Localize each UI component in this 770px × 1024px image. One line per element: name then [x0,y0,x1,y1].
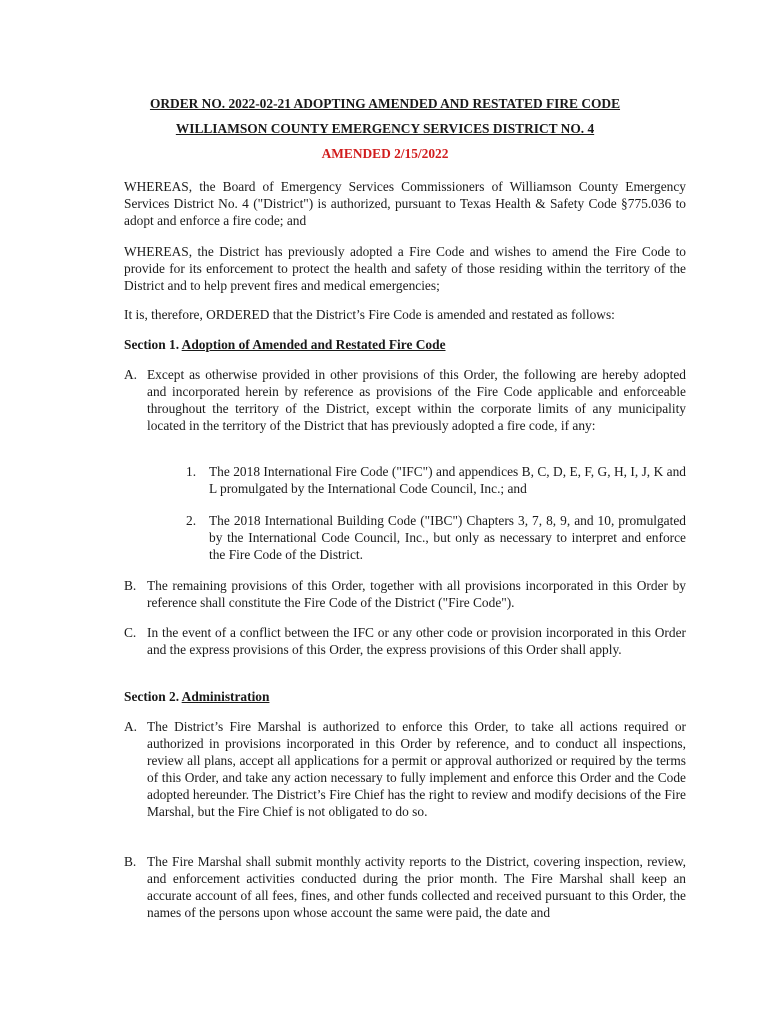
section-1-item-c [124,624,686,658]
item-text: Except as otherwise provided in other provisions of this Order, the following are hereby adopted and incorporated herein by reference as provisions of the Fire Code applicable and enforceable throughout the territory of the District, except within the corporate limits of any municipality located in the territory of the District that has previously adopted a fire code, if any: [147,367,686,433]
section-1-title: Adoption of Amended and Restated Fire Code [181,337,446,352]
item-label: C. [124,625,137,640]
subitem-label: 1. [186,464,197,479]
district-title: WILLIAMSON COUNTY EMERGENCY SERVICES DISTRICT NO. 4 [175,121,595,136]
section-1-item-a [124,366,686,434]
subitem-label: 2. [186,513,197,528]
item-label: A. [124,719,138,734]
section-2-title: Administration [181,689,270,704]
ordered-paragraph: It is, therefore, ORDERED that the District’s Fire Code is amended and restated as follows: [124,307,615,322]
item-text: In the event of a conflict between the IFC or any other code or provision incorporated in this Order and the express provisions of this Order, the express provisions of this Order shall apply. [147,625,686,657]
section-1-heading [124,336,446,353]
item-label: B. [124,854,137,869]
whereas-paragraph-2: WHEREAS, the District has previously adopted a Fire Code and wishes to amend the Fire Code to provide for its enforcement to protect the health and safety of those residing within the territory of the District and to help prevent fires and medical emergencies; [124,244,686,293]
subitem-text: The 2018 International Fire Code ("IFC") and appendices B, C, D, E, F, G, H, I, J, K and L promulgated by the International Code Council, Inc.; and [209,464,686,496]
whereas-paragraph-1: WHEREAS, the Board of Emergency Services Commissioners of Williamson County Emergency Services District No. 4 ("District") is authorized, pursuant to Texas Health & Safety Code §775.036 to adopt and enforce a fire code; and [124,179,686,228]
section-2-item-a [124,718,686,820]
section-2-heading [124,688,269,705]
section-1-subitem-2 [186,512,686,563]
section-1-subitem-1 [186,463,686,497]
section-1-item-b [124,577,686,611]
subitem-text: The 2018 International Building Code ("IBC") Chapters 3, 7, 8, 9, and 10, promulgated by the International Code Council, Inc., but only as necessary to interpret and enforce the Fire Code of the District. [209,513,686,562]
item-label: A. [124,367,138,382]
amended-date: AMENDED 2/15/2022 [321,146,449,161]
item-label: B. [124,578,137,593]
item-text: The District’s Fire Marshal is authorized to enforce this Order, to take all actions required or authorized in provisions incorporated in this Order by reference, and to conduct all inspections, review all plans, accept all applications for a permit or approval authorized or required by the terms of this Order, and take any action necessary to fully implement and enforce this Order and the Code adopted hereunder. The District’s Fire Chief has the right to review and modify decisions of the Fire Marshal, but the Fire Chief is not obligated to do so. [147,719,686,819]
order-title: ORDER NO. 2022-02-21 ADOPTING AMENDED AND RESTATED FIRE CODE [149,96,621,111]
item-text: The remaining provisions of this Order, together with all provisions incorporated in this Order by reference shall constitute the Fire Code of the District ("Fire Code"). [147,578,686,610]
section-2-item-b [124,853,686,921]
item-text: The Fire Marshal shall submit monthly activity reports to the District, covering inspection, review, and enforcement activities conducted during the prior month. The Fire Marshal shall keep an accurate account of all fees, fines, and other funds collected and received pursuant to this Order, the names of the persons upon whose account the same were paid, the date and [147,854,686,920]
section-1-number: Section 1. [124,337,180,352]
section-2-number: Section 2. [124,689,180,704]
